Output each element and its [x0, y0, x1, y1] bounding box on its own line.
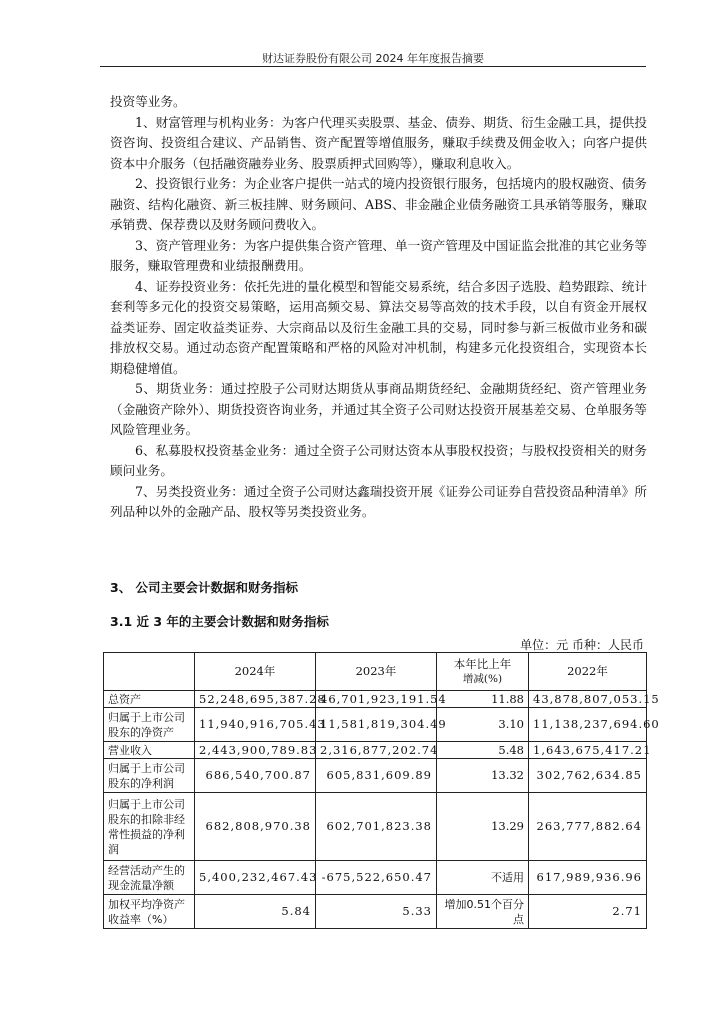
header-change-line2: 增减(%) [462, 672, 503, 685]
value-2023: 46,701,923,191.54 [316, 691, 437, 708]
row-label: 营业收入 [104, 742, 195, 759]
value-2022: 11,138,237,694.60 [529, 708, 647, 742]
paragraph-investment-banking: 2、投资银行业务：为企业客户提供一站式的境内投资银行服务，包括境内的股权融资、债务融资、结构化融资、新三板挂牌、财务顾问、ABS、非金融企业债务融资工具承销等服务，赚取承销费、保荐费以及财务顾问费收入。 [110, 176, 647, 232]
table-row [104, 861, 647, 895]
table-row [104, 793, 647, 861]
paragraph-futures: 5、期货业务：通过控股子公司财达期货从事商品期货经纪、金融期货经纪、资产管理业务（金融资产除外）、期货投资咨询业务，并通过其全资子公司财达投资开展基差交易、仓单服务等风险管理业务。 [110, 381, 647, 437]
paragraph-wealth-management: 1、财富管理与机构业务：为客户代理买卖股票、基金、债券、期货、衍生金融工具，提供投资咨询、投资组合建议、产品销售、资产配置等增值服务，赚取手续费及佣金收入；向客户提供资本中介服务（包括融资融券业务、股票质押式回购等），赚取利息收入。 [110, 114, 647, 171]
table-row [104, 742, 647, 759]
header-2023: 2023年 [316, 653, 437, 691]
table-header-row [104, 653, 647, 691]
value-change: 增加0.51个百分点 [437, 895, 529, 929]
paragraph-asset-management: 3、资产管理业务：为客户提供集合资产管理、单一资产管理及中国证监会批准的其它业务等服务，赚取管理费和业绩报酬费用。 [110, 237, 647, 273]
value-2022: 302,762,634.85 [529, 759, 647, 793]
table-row [104, 708, 647, 742]
header-divider [100, 66, 646, 67]
value-2023: 602,701,823.38 [316, 793, 437, 861]
value-2024: 11,940,916,705.43 [195, 708, 316, 742]
section-3-1-title: 3.1 近 3 年的主要会计数据和财务指标 [110, 614, 329, 629]
business-description [110, 92, 647, 523]
value-change: 3.10 [437, 708, 529, 742]
table-row [104, 895, 647, 929]
value-2022: 43,878,807,053.15 [529, 691, 647, 708]
value-2024: 2,443,900,789.83 [195, 742, 316, 759]
currency-unit: 单位：元 币种：人民币 [520, 638, 644, 652]
header-empty-cell [104, 653, 195, 691]
row-label: 归属于上市公司股东的扣除非经常性损益的净利润 [104, 793, 195, 861]
value-2022: 263,777,882.64 [529, 793, 647, 861]
value-change: 11.88 [437, 691, 529, 708]
value-change: 13.32 [437, 759, 529, 793]
row-label: 归属于上市公司股东的净利润 [104, 759, 195, 793]
header-change [437, 653, 529, 691]
value-2023: 605,831,609.89 [316, 759, 437, 793]
header-2022: 2022年 [529, 653, 647, 691]
value-2022: 617,989,936.96 [529, 861, 647, 895]
value-2024: 52,248,695,387.28 [195, 691, 316, 708]
value-2024: 686,540,700.87 [195, 759, 316, 793]
value-2024: 5,400,232,467.43 [195, 861, 316, 895]
section-3-title: 3、 公司主要会计数据和财务指标 [110, 580, 299, 595]
table-row [104, 691, 647, 708]
value-change: 不适用 [437, 861, 529, 895]
value-2024: 5.84 [195, 895, 316, 929]
value-2023: 2,316,877,202.74 [316, 742, 437, 759]
paragraph-alternative-investment: 7、另类投资业务：通过全资子公司财达鑫瑞投资开展《证券公司证券自营投资品种清单》所列品种以外的金融产品、股权等另类投资业务。 [110, 483, 647, 519]
financial-data-table [103, 652, 660, 929]
row-label: 归属于上市公司股东的净资产 [104, 708, 195, 742]
table-row [104, 759, 647, 793]
value-change: 13.29 [437, 793, 529, 861]
header-change-line1: 本年比上年 [453, 656, 512, 671]
page-header: 财达证券股份有限公司 2024 年年度报告摘要 [262, 52, 484, 65]
paragraph-private-equity: 6、私募股权投资基金业务：通过全资子公司财达资本从事股权投资；与股权投资相关的财务顾问业务。 [110, 442, 647, 478]
value-2022: 2.71 [529, 895, 647, 929]
row-label: 经营活动产生的现金流量净额 [104, 861, 195, 895]
value-2022: 1,643,675,417.21 [529, 742, 647, 759]
header-2024: 2024年 [195, 653, 316, 691]
value-2023: -675,522,650.47 [316, 861, 437, 895]
intro-paragraph: 投资等业务。 [110, 94, 186, 109]
row-label: 总资产 [104, 691, 195, 708]
row-label: 加权平均净资产收益率（%） [104, 895, 195, 929]
value-2023: 5.33 [316, 895, 437, 929]
paragraph-securities-investment: 4、证券投资业务：依托先进的量化模型和智能交易系统，结合多因子选股、趋势跟踪、统计套利等多元化的投资交易策略，运用高频交易、算法交易等高效的技术手段，以自有资金开展权益类证券、固定收益类证券、大宗商品以及衍生金融工具的交易，同时参与新三板做市业务和碳排放权交易。通过动态资产配置策略和严格的风险对冲机制，构建多元化投资组合，实现资本长期稳健增值。 [110, 278, 647, 376]
value-change: 5.48 [437, 742, 529, 759]
value-2023: 11,581,819,304.49 [316, 708, 437, 742]
value-2024: 682,808,970.38 [195, 793, 316, 861]
